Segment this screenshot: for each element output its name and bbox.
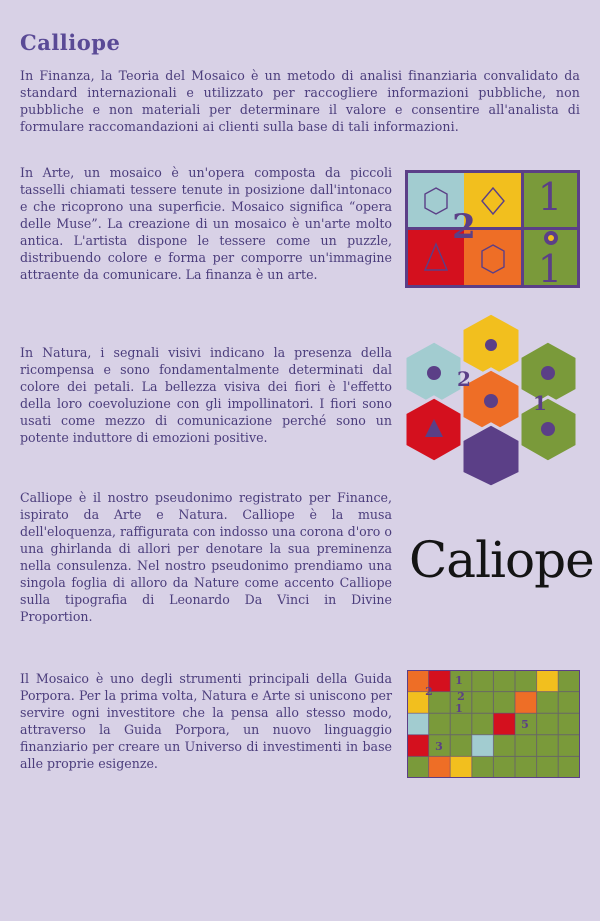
- paragraph-mosaico: Il Mosaico è uno degli strumenti principali della Guida Porpora. Per la prima volta, Natura e Arte si uniscono per servire ogni investitore che la pensa allo stesso modo, attraverso la Guida Porpora, un nuovo linguaggio finanziario per creare un Universo di investimenti in base alle proprie esigenze.: [20, 671, 392, 771]
- grid-label: 2: [425, 685, 433, 698]
- hexagon-label: 1: [533, 391, 547, 415]
- grid-label: 3: [435, 740, 443, 753]
- grid-label: 5: [521, 718, 529, 731]
- grid-label: 2: [457, 690, 465, 703]
- mosaic-label: 1: [537, 175, 563, 219]
- mosaic-grid-figure: [407, 670, 580, 778]
- grid-label: 1: [455, 702, 463, 715]
- paragraph-natura: In Natura, i segnali visivi indicano la presenza della ricompensa e sono fondamentalmente determinati dal colore dei petali. La bellezza visiva dei fiori è l'effetto della loro coevoluzione con gli impollinatori. I fiori sono usati come mezzo di comunicazione perché sono un potente induttore di emozioni positive.: [20, 345, 392, 445]
- paragraph-arte: In Arte, un mosaico è un'opera composta da piccoli tasselli chiamati tessere tenute in posizione dall'intonaco e che ricoprono una superficie. Mosaico significa “opera delle Muse”. La creazione di un mosaico è un'arte molto antica. L'artista dispone le tessere come un puzzle, distribuendo colore e forma per comporre un'immagine attraente da comunicare. La finanza è un arte.: [20, 165, 392, 282]
- paragraph-calliope: Calliope è il nostro pseudonimo registrato per Finance, ispirato da Arte e Natura. Calliope è la musa dell'eloquenza, raffigurata con indosso una corona d'oro o una ghirlanda di allori per denotare la sua preminenza nella consulenza. Nel nostro pseudonimo prendiamo una singola foglia di alloro da Nature come accento Calliope sulla tipografia di Leonardo Da Vinci in Divine Proportion.: [20, 490, 392, 624]
- hex-purple: [462, 424, 520, 487]
- hexagon-nature-figure: [405, 313, 577, 487]
- paragraph-finanza: In Finanza, la Teoria del Mosaico è un metodo di analisi finanziaria convalidato da standard internazionali e utilizzato per raccogliere informazioni pubbliche, non pubbliche e non materiali per determinare il valore e consentire all'analista di formulare raccomandazioni ai clienti sulla base di tali informazioni.: [20, 68, 580, 134]
- page-title: Calliope: [20, 30, 121, 55]
- mosaic-label: 2: [452, 207, 476, 247]
- mosaic-label: 1: [537, 247, 563, 288]
- logo-wordmark: Caliope: [409, 531, 594, 589]
- calliope-logo: [406, 520, 594, 600]
- mosaic-art-figure: [405, 170, 580, 288]
- hexagon-label: 2: [457, 367, 471, 391]
- grid-label: 1: [455, 674, 463, 687]
